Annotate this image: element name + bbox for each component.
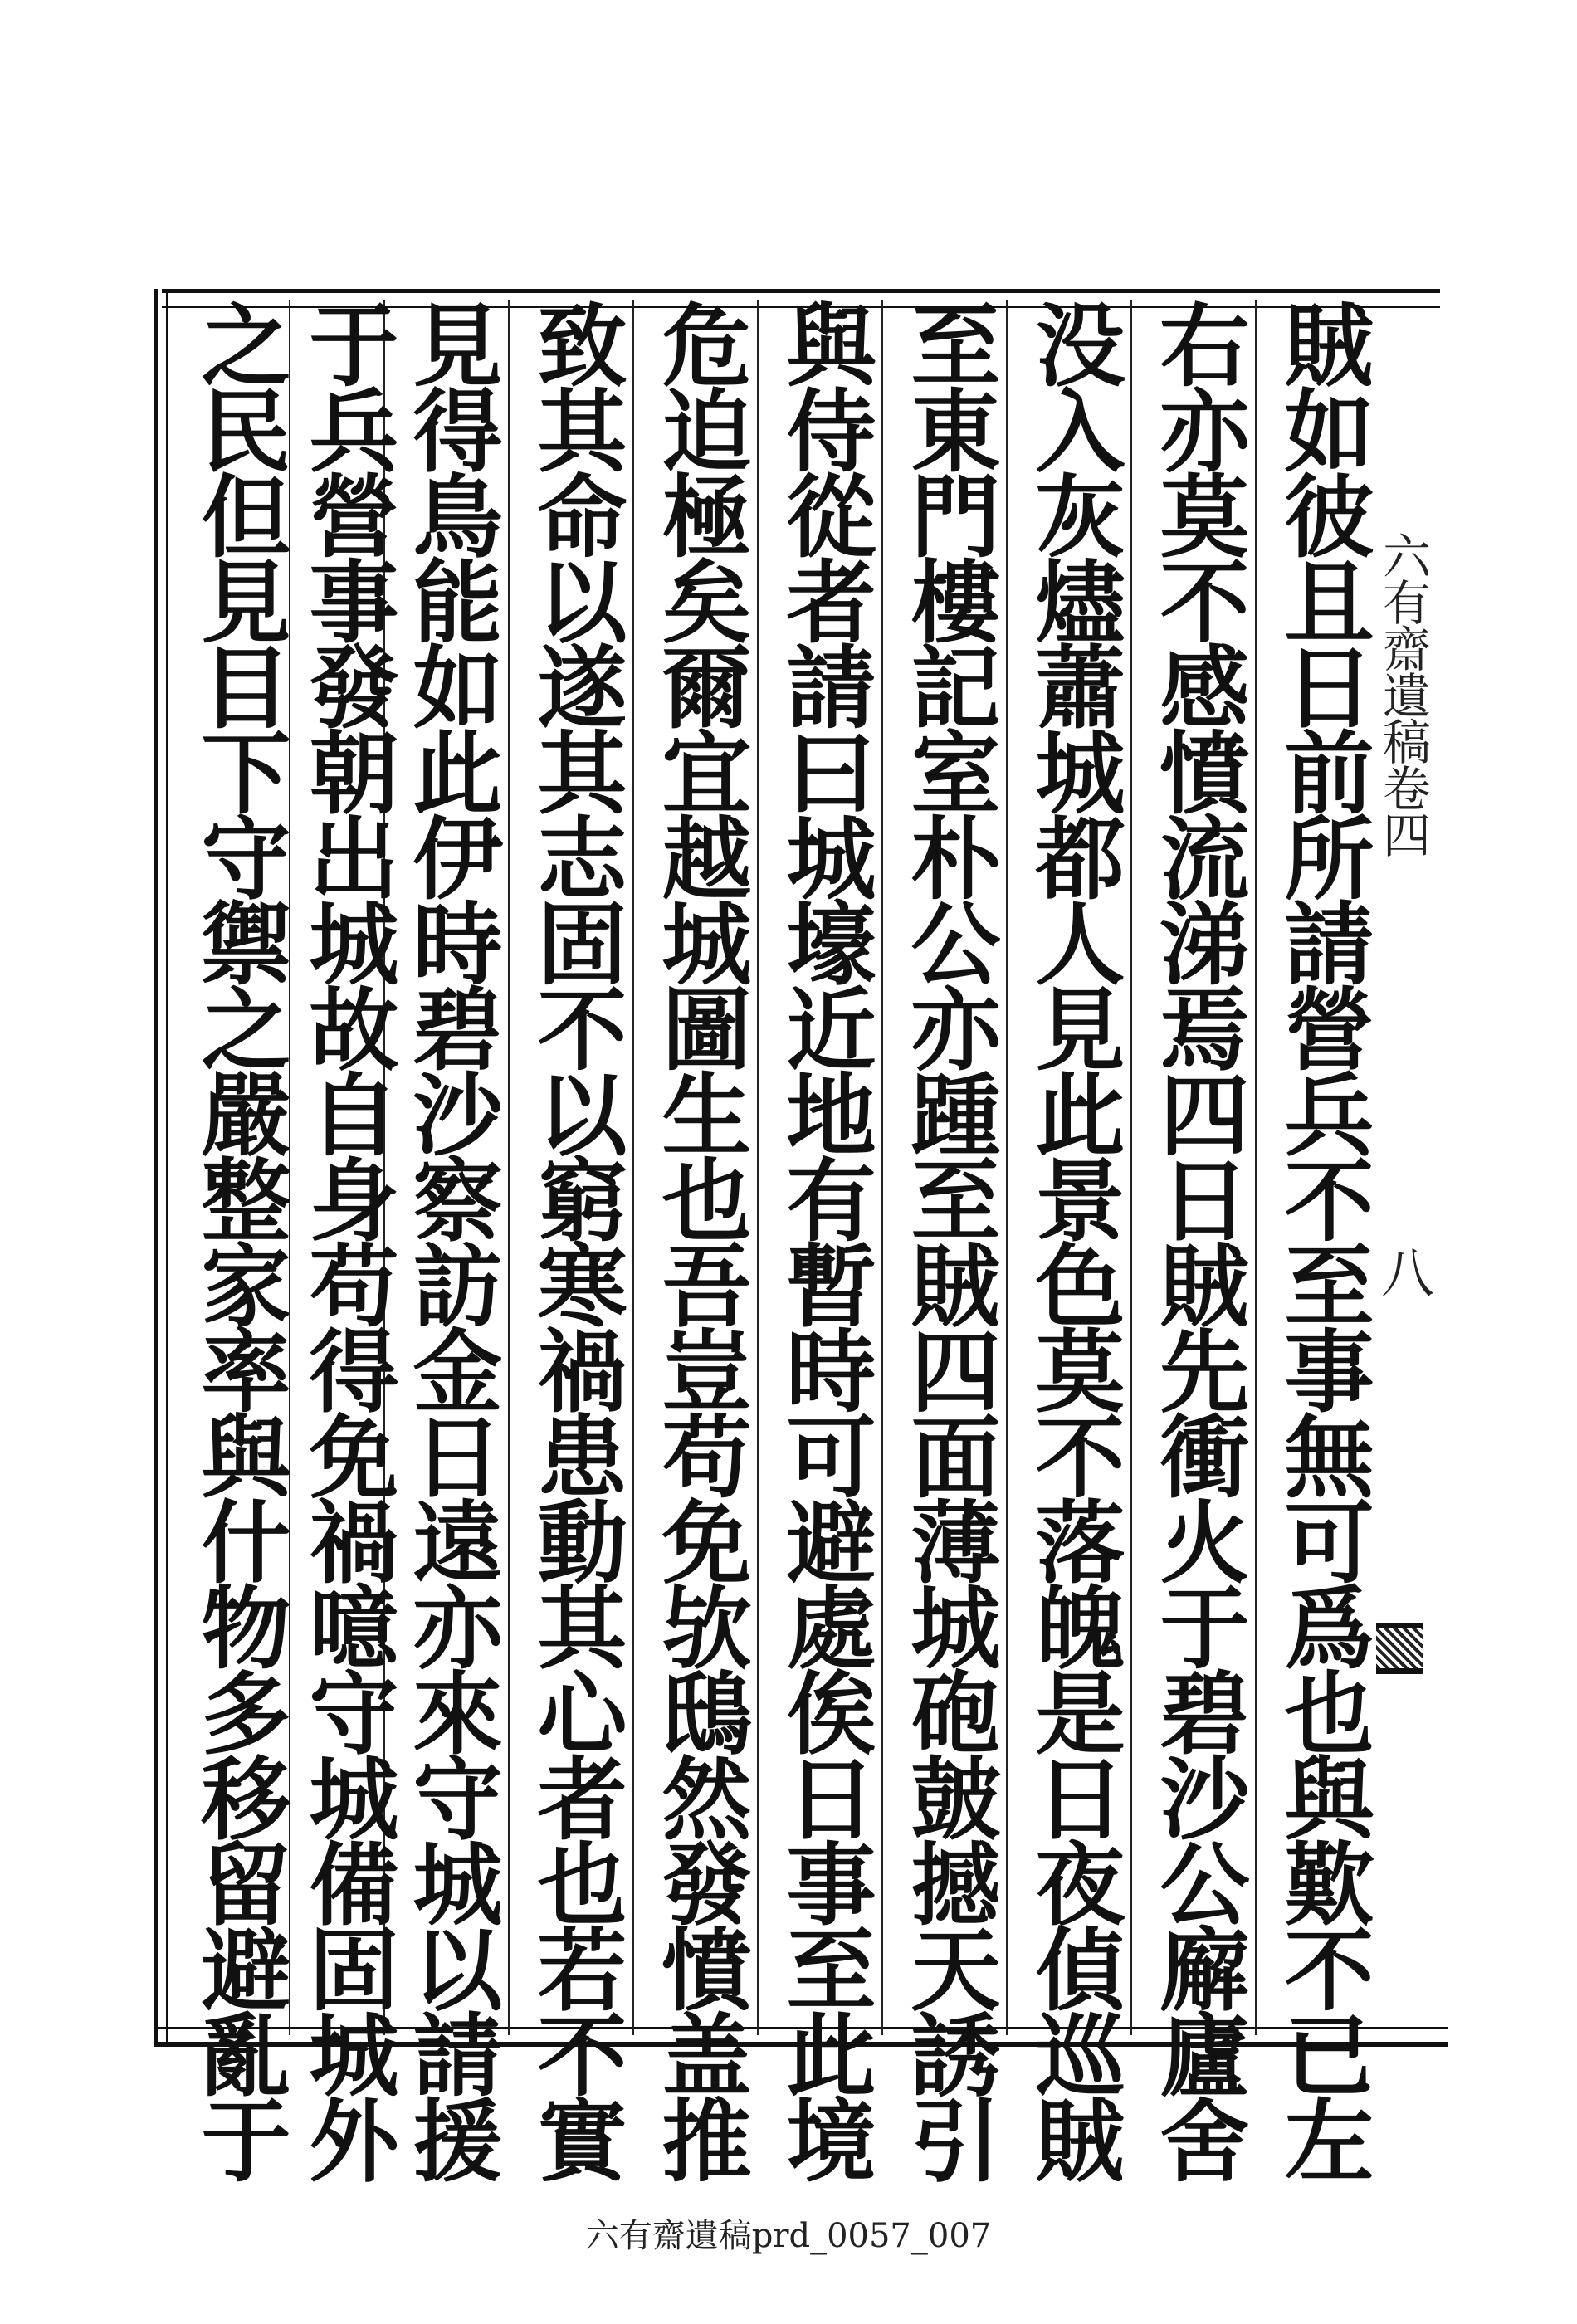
- column-rule: [1006, 300, 1008, 2035]
- column-rule: [881, 300, 883, 2035]
- fishtail-mark: [1376, 1623, 1423, 1674]
- margin-title: 六有齋遺稿卷四: [1374, 531, 1431, 857]
- text-column-3: 没入灰燼蕭城都人見此景色莫不落魄是日夜偵巡賊: [1020, 299, 1125, 2180]
- leaf-number: 八: [1372, 1245, 1433, 1298]
- column-rule: [1130, 300, 1132, 2035]
- text-column-4: 至東門樓記室朴公亦踵至賊四面薄城砲皷撼天誘引: [896, 299, 1000, 2180]
- text-column-1: 賊如彼且日前所請營兵不至事無可爲也與歎不已左: [1269, 299, 1374, 2180]
- text-column-10: 之民但見目下守禦之嚴整家率與什物多移留避亂于: [186, 299, 290, 2180]
- frame-left-rule: [154, 289, 168, 2047]
- text-column-7: 致其命以遂其志固不以窮寒禍患動其心者也若不實: [522, 299, 627, 2180]
- column-rule: [632, 300, 634, 2035]
- text-column-9: 于兵營事發朝出城故自身苟得免禍噫守城備固城外: [294, 299, 398, 2180]
- column-rule: [508, 300, 510, 2035]
- block-margin: [1372, 531, 1433, 1793]
- text-column-2: 右亦莫不感憤流涕焉四日賊先衝火于碧沙公廨廬舍: [1145, 299, 1249, 2180]
- page-caption: 六有齋遺稿prd_0057_007: [585, 2217, 992, 2255]
- text-column-8: 見得鳥能如此伊時碧沙察訪金日遠亦來守城以請援: [398, 299, 502, 2180]
- text-column-6: 危迫極矣爾宜越城圖生也吾豈苟免欤䲭然發憤盖推: [647, 299, 751, 2180]
- column-rule: [757, 300, 759, 2035]
- column-rule: [1255, 300, 1257, 2035]
- text-column-5: 與侍從者請曰城壕近地有暫時可避處俟日事至此境: [771, 299, 876, 2180]
